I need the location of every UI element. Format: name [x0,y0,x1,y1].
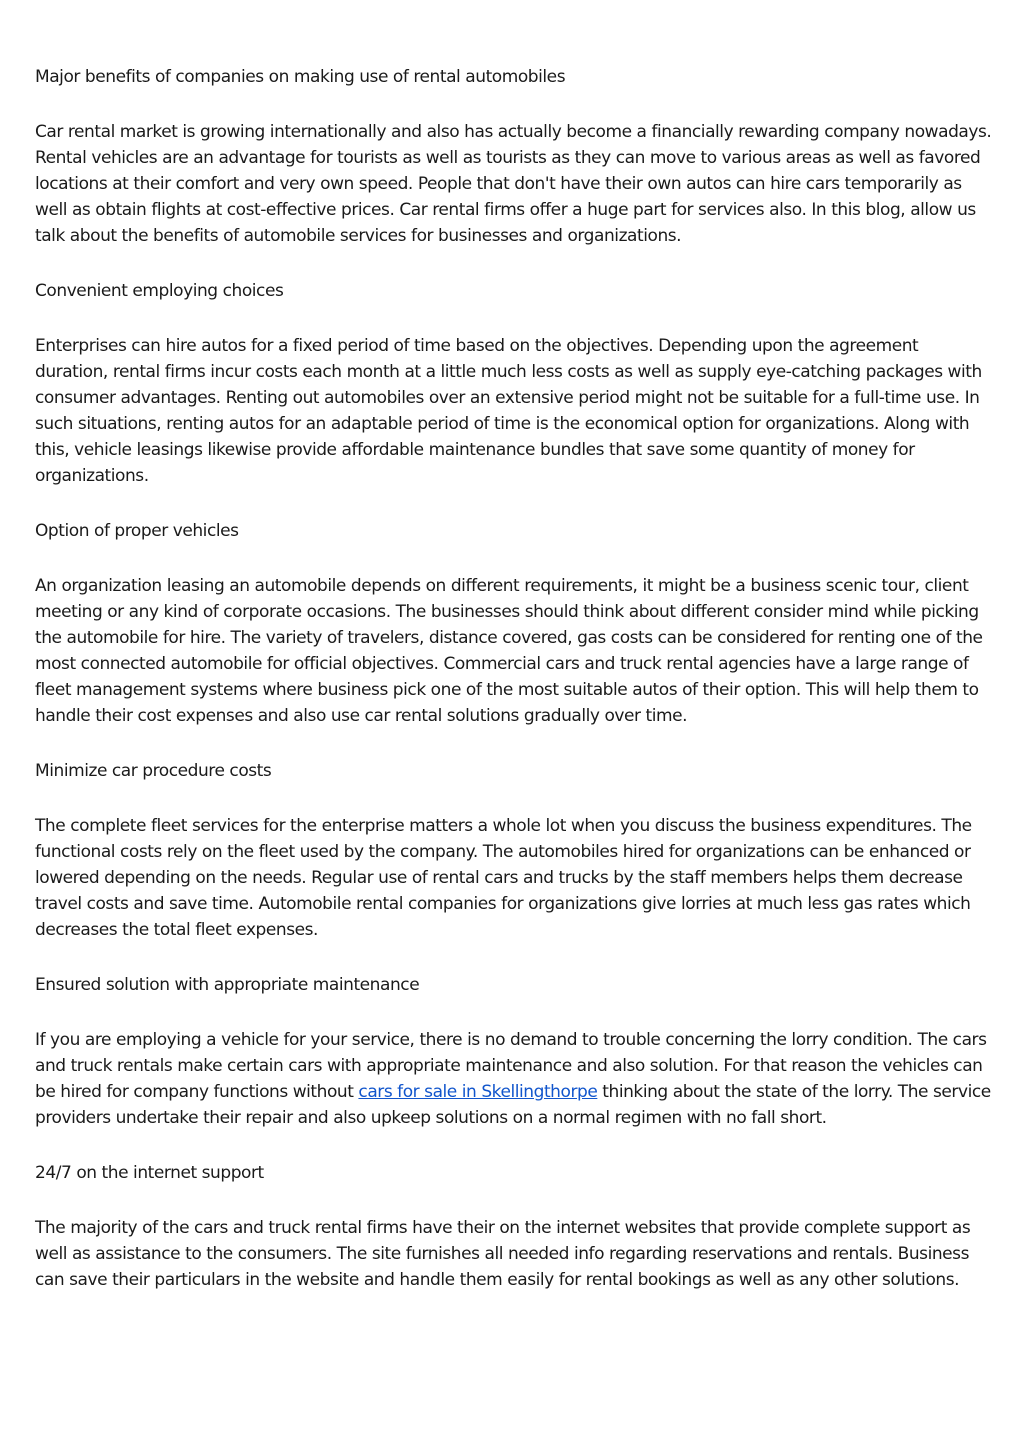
document-title: Major benefits of companies on making use of rental automobiles [35,67,566,87]
section-heading-online-support: 24/7 on the internet support [35,1163,264,1183]
maintenance-text-before-link: If you are employing a vehicle for your service, there is no demand to trouble concerning the lorry condition. The cars and truck rentals make certain cars with appropriate maintenance and also solution. For that reason the vehicles can be hired for company functions without [35,1030,987,1102]
section-heading-convenient-hiring: Convenient employing choices [35,281,284,301]
section-heading-vehicle-choice: Option of proper vehicles [35,521,239,541]
cars-for-sale-link[interactable]: cars for sale in Skellingthorpe [358,1082,598,1102]
section-heading-maintenance: Ensured solution with appropriate maintenance [35,975,420,995]
section-body-online-support: The majority of the cars and truck rental firms have their on the internet websites that provide complete support as well as assistance to the consumers. The site furnishes all needed info regarding reservations and rentals. Business can save their particulars in the website and handle them easily for rental bookings as well as any other solutions. [35,1218,971,1290]
section-heading-minimize-costs: Minimize car procedure costs [35,761,272,781]
intro-paragraph: Car rental market is growing internationally and also has actually become a financially rewarding company nowadays. Rental vehicles are an advantage for tourists as well as tourists as they can move to various areas as well as favored locations at their comfort and very own speed. People that don't have their own autos can hire cars temporarily as well as obtain flights at cost-effective prices. Car rental firms offer a huge part for services also. In this blog, allow us talk about the benefits of automobile services for businesses and organizations. [35,122,992,246]
maintenance-text-after-link: thinking about the state of the lorry. The service providers undertake their repair and also upkeep solutions on a normal regimen with no fall short. [35,1082,991,1128]
section-body-convenient-hiring: Enterprises can hire autos for a fixed period of time based on the objectives. Depending upon the agreement duration, rental firms incur costs each month at a little much less costs as well as supply eye-catching packages with consumer advantages. Renting out automobiles over an extensive period might not be suitable for a full-time use. In such situations, renting autos for an adaptable period of time is the economical option for organizations. Along with this, vehicle leasings likewise provide affordable maintenance bundles that save some quantity of money for organizations. [35,336,982,486]
section-body-vehicle-choice: An organization leasing an automobile depends on different requirements, it might be a business scenic tour, client meeting or any kind of corporate occasions. The businesses should think about different consider mind while picking the automobile for hire. The variety of travelers, distance covered, gas costs can be considered for renting one of the most connected automobile for official objectives. Commercial cars and truck rental agencies have a large range of fleet management systems where business pick one of the most suitable autos of their option. This will help them to handle their cost expenses and also use car rental solutions gradually over time. [35,576,983,726]
section-body-maintenance [35,1027,996,1131]
section-body-minimize-costs: The complete fleet services for the enterprise matters a whole lot when you discuss the business expenditures. The functional costs rely on the fleet used by the company. The automobiles hired for organizations can be enhanced or lowered depending on the needs. Regular use of rental cars and trucks by the staff members helps them decrease travel costs and save time. Automobile rental companies for organizations give lorries at much less gas rates which decreases the total fleet expenses. [35,816,972,940]
